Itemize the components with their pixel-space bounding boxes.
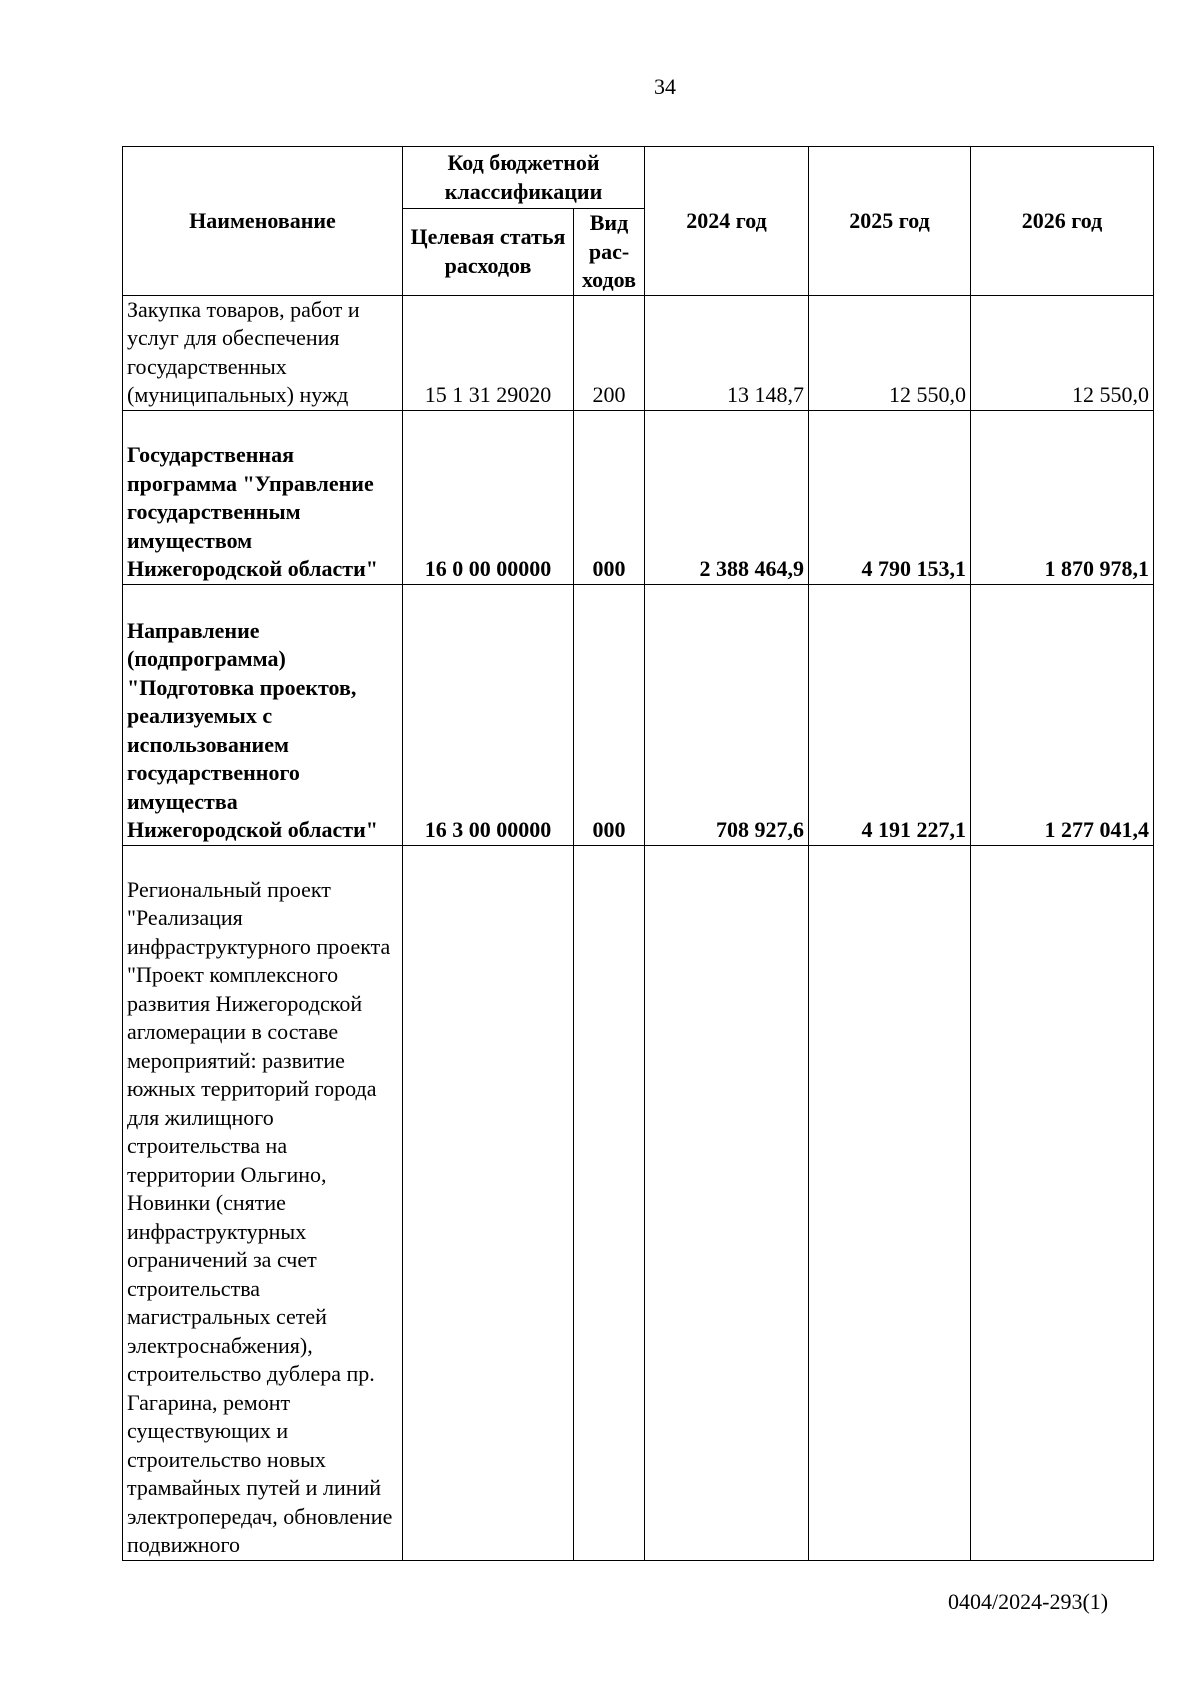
header-code-group: Код бюджетной классификации [403, 147, 645, 209]
row-name: Закупка товаров, работ и услуг для обеспечения государственных (муниципальных) нужд [123, 295, 403, 410]
table-row [123, 584, 1154, 845]
row-value-2024: 708 927,6 [645, 584, 809, 845]
header-expense-type: Вид рас-ходов [574, 209, 645, 296]
row-type: 200 [574, 295, 645, 410]
header-2024: 2024 год [645, 147, 809, 296]
row-value-2025: 4 191 227,1 [809, 584, 971, 845]
row-value-2026 [971, 845, 1154, 1560]
row-value-2026: 1 277 041,4 [971, 584, 1154, 845]
row-value-2024: 2 388 464,9 [645, 410, 809, 584]
row-name: Государственная программа "Управление государственным имуществом Нижегородской области" [123, 410, 403, 584]
row-value-2024: 13 148,7 [645, 295, 809, 410]
header-name: Наименование [123, 147, 403, 296]
table-row [123, 295, 1154, 410]
row-code: 16 0 00 00000 [403, 410, 574, 584]
row-name: Направление (подпрограмма) "Подготовка проектов, реализуемых с использованием государственного имущества Нижегородской области" [123, 584, 403, 845]
header-target-article: Целевая статья расходов [403, 209, 574, 296]
row-name: Региональный проект "Реализация инфраструктурного проекта "Проект комплексного развития Нижегородской агломерации в составе мероприятий: развитие южных территорий города для жилищного строительства на территории Ольгино, Новинки (снятие инфраструктурных ограничений за счет строительства магистральных сетей электроснабжения), строительство дублера пр. Гагарина, ремонт существующих и строительство новых трамвайных путей и линий электропередач, обновление подвижного [123, 845, 403, 1560]
document-code: 0404/2024-293(1) [948, 1589, 1109, 1614]
row-type: 000 [574, 410, 645, 584]
row-value-2025 [809, 845, 971, 1560]
row-code: 15 1 31 29020 [403, 295, 574, 410]
row-value-2024 [645, 845, 809, 1560]
row-code: 16 3 00 00000 [403, 584, 574, 845]
header-2026: 2026 год [971, 147, 1154, 296]
row-code [403, 845, 574, 1560]
row-value-2026: 1 870 978,1 [971, 410, 1154, 584]
table-row [123, 845, 1154, 1560]
row-value-2025: 4 790 153,1 [809, 410, 971, 584]
row-type: 000 [574, 584, 645, 845]
row-value-2025: 12 550,0 [809, 295, 971, 410]
budget-table [122, 146, 1154, 1561]
header-2025: 2025 год [809, 147, 971, 296]
table-row [123, 410, 1154, 584]
page-number: 34 [654, 74, 676, 99]
row-value-2026: 12 550,0 [971, 295, 1154, 410]
row-type [574, 845, 645, 1560]
